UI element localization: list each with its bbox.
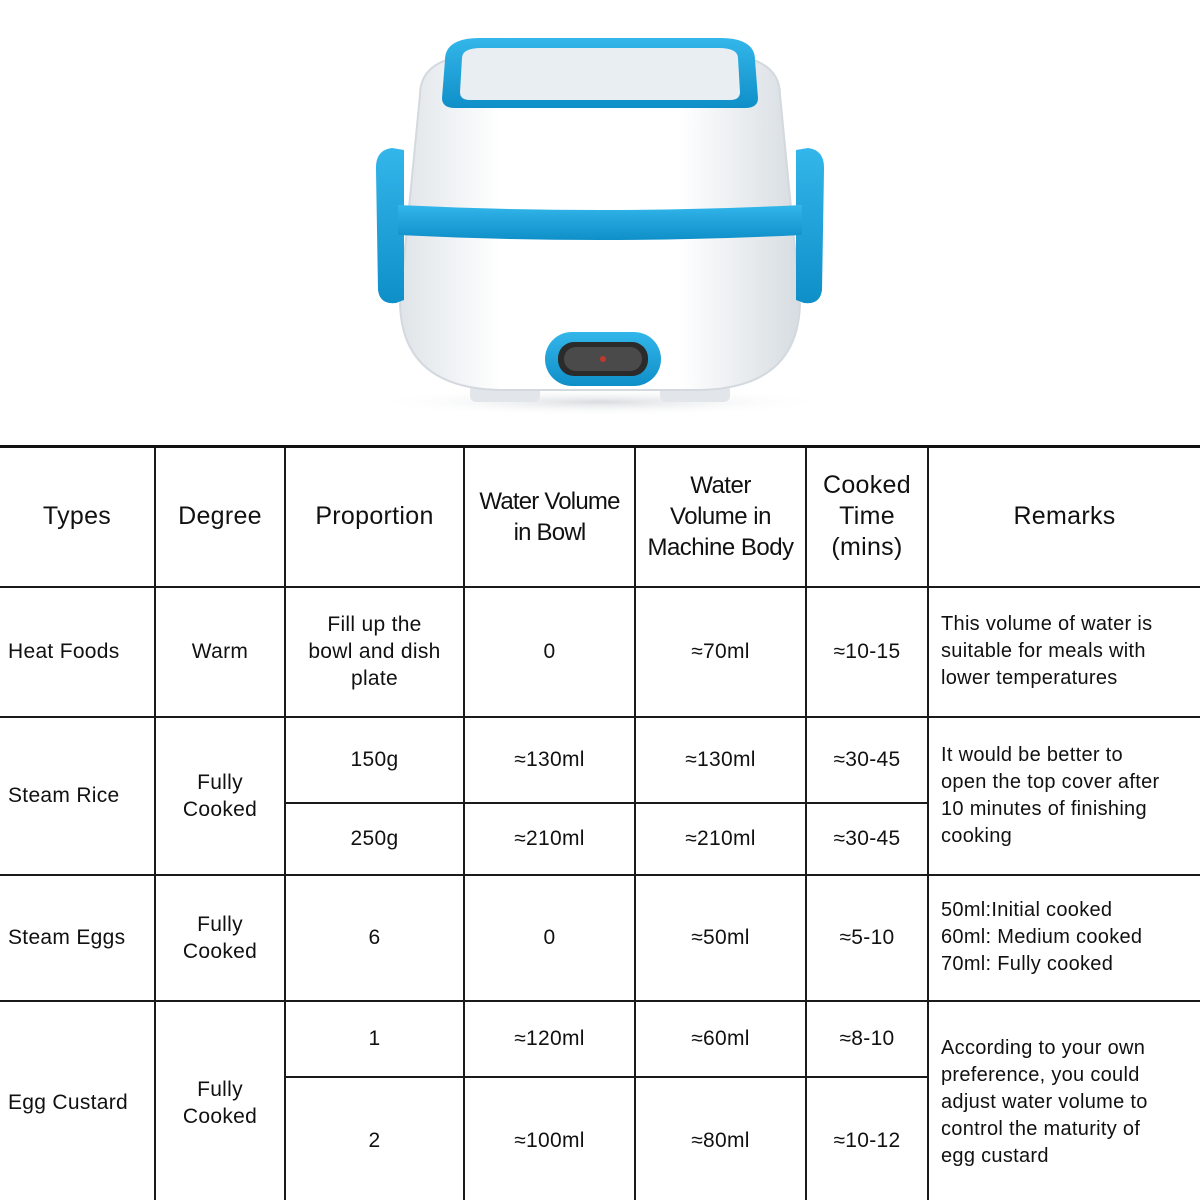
header-remarks: Remarks <box>928 447 1200 587</box>
header-water-body: Water Volume in Machine Body <box>635 447 806 587</box>
degree-cell: Warm <box>155 587 285 717</box>
degree-cell: Fully Cooked <box>155 1001 285 1200</box>
water-bowl-cell: ≈120ml <box>464 1001 635 1077</box>
type-egg-custard: Egg Custard <box>0 1001 155 1200</box>
degree-cell: Fully Cooked <box>155 875 285 1001</box>
time-cell: ≈10-15 <box>806 587 928 717</box>
water-bowl-cell: 0 <box>464 587 635 717</box>
proportion-cell: 1 <box>285 1001 464 1077</box>
water-bowl-cell: ≈100ml <box>464 1077 635 1200</box>
header-proportion: Proportion <box>285 447 464 587</box>
middle-band <box>398 205 802 240</box>
water-bowl-cell: ≈130ml <box>464 717 635 803</box>
time-cell: ≈8-10 <box>806 1001 928 1077</box>
time-cell: ≈5-10 <box>806 875 928 1001</box>
time-cell: ≈30-45 <box>806 717 928 803</box>
type-steam-eggs: Steam Eggs <box>0 875 155 1001</box>
remark-cell: It would be better to open the top cover after 10 minutes of finishing cooking <box>928 717 1200 875</box>
proportion-cell: 2 <box>285 1077 464 1200</box>
floor-shadow <box>370 388 830 416</box>
indicator-light <box>600 356 606 362</box>
table-row <box>0 717 1200 803</box>
water-body-cell: ≈60ml <box>635 1001 806 1077</box>
table-row <box>0 875 1200 1001</box>
proportion-cell: 6 <box>285 875 464 1001</box>
water-body-cell: ≈130ml <box>635 717 806 803</box>
degree-cell: Fully Cooked <box>155 717 285 875</box>
remark-cell: According to your own preference, you could adjust water volume to control the maturity of egg custard <box>928 1001 1200 1200</box>
water-body-cell: ≈210ml <box>635 803 806 875</box>
lid-top <box>460 48 740 100</box>
header-degree: Degree <box>155 447 285 587</box>
water-bowl-cell: ≈210ml <box>464 803 635 875</box>
water-body-cell: ≈70ml <box>635 587 806 717</box>
header-water-bowl: Water Volume in Bowl <box>464 447 635 587</box>
remark-cell: This volume of water is suitable for meals with lower temperatures <box>928 587 1200 717</box>
time-cell: ≈10-12 <box>806 1077 928 1200</box>
lunch-box-cooker-image <box>0 0 1200 440</box>
remark-cell: 50ml:Initial cooked 60ml: Medium cooked 70ml: Fully cooked <box>928 875 1200 1001</box>
type-steam-rice: Steam Rice <box>0 717 155 875</box>
proportion-cell: 250g <box>285 803 464 875</box>
water-bowl-cell: 0 <box>464 875 635 1001</box>
table-row <box>0 587 1200 717</box>
header-cooked-time: Cooked Time (mins) <box>806 447 928 587</box>
proportion-cell: 150g <box>285 717 464 803</box>
table-row <box>0 1001 1200 1077</box>
type-heat-foods: Heat Foods <box>0 587 155 717</box>
water-body-cell: ≈50ml <box>635 875 806 1001</box>
header-types: Types <box>0 447 155 587</box>
proportion-cell: Fill up the bowl and dish plate <box>285 587 464 717</box>
time-cell: ≈30-45 <box>806 803 928 875</box>
header-row <box>0 447 1200 587</box>
cooking-guide-table <box>0 445 1200 1200</box>
water-body-cell: ≈80ml <box>635 1077 806 1200</box>
